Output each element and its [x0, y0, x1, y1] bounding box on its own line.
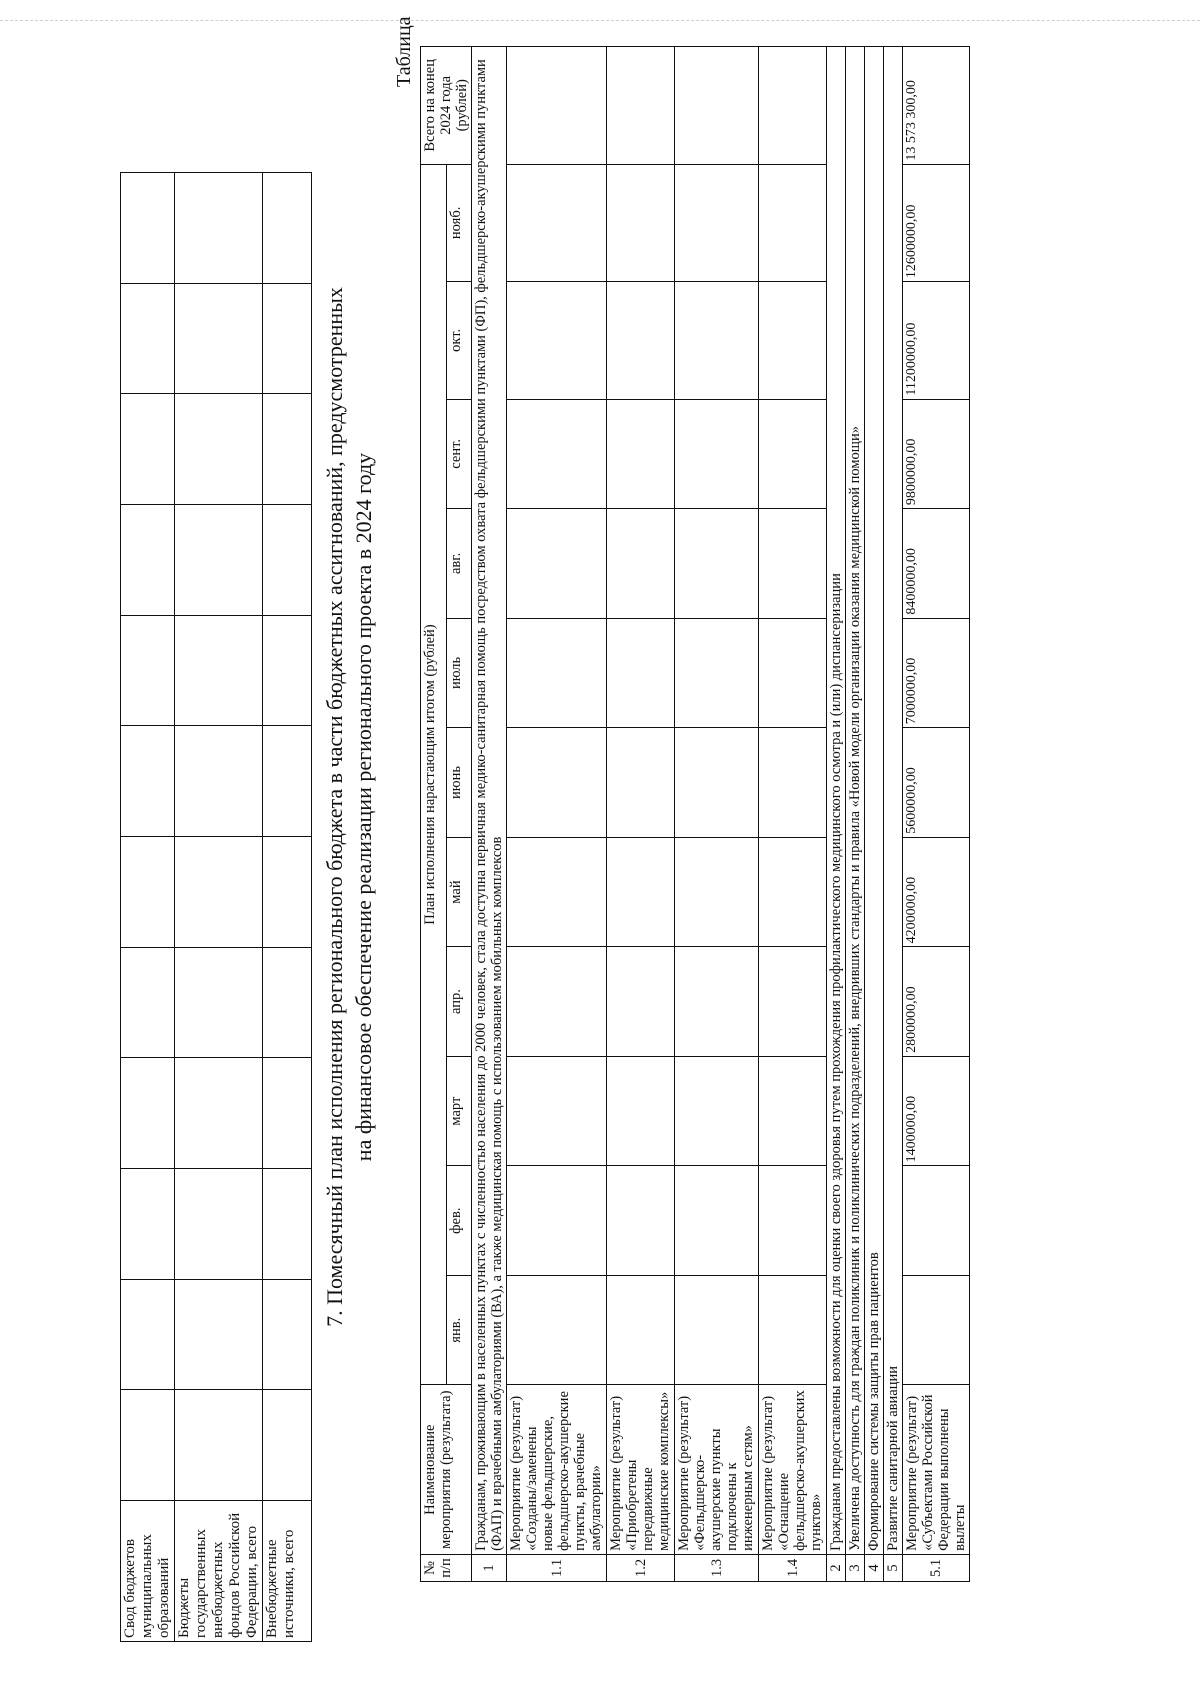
month-value: [903, 1275, 970, 1385]
month-value: 11200000,00: [903, 282, 970, 399]
month-value: 2800000,00: [903, 947, 970, 1057]
row-number: 5: [884, 1554, 903, 1581]
month-header: фев.: [446, 1166, 472, 1276]
row-text: Формирование системы защиты прав пациентов: [865, 47, 884, 1555]
row-number: 5.1: [903, 1554, 970, 1581]
table-row: [865, 47, 884, 1582]
month-header: апр.: [446, 947, 472, 1057]
month-value: 1400000,00: [903, 1056, 970, 1166]
month-header: сент.: [446, 399, 472, 509]
row-text: Гражданам предоставлены возможности для оценки своего здоровья путем прохождения профилактического медицинского осмотра и (или) диспансеризации: [827, 47, 846, 1555]
row-number: 1.1: [507, 1554, 607, 1581]
row-text: Мероприятие (результат) «Оснащение фельдшерско-акушерских пунктов»: [759, 1385, 827, 1554]
month-header: авг.: [446, 509, 472, 619]
table-caption: Таблица: [393, 16, 415, 87]
month-value: 9800000,00: [903, 399, 970, 509]
heading-line-1: 7. Помесячный план исполнения регионального бюджета в части бюджетных ассигнований, предусмотренных: [322, 287, 347, 1327]
row-label: Бюджеты государственных внебюджетных фондов Российской Федерации, всего: [175, 1501, 263, 1642]
row-text: Гражданам, проживающим в населенных пунктах с численностью населения до 2000 человек, стала доступна первичная медико-санитарная помощь посредством охвата фельдшерскими пунктами (ФП), фельдшерско-акушерскими пунктами (ФАП) и врачебными амбулаториями (ВА), а также медицинская помощь с использованием мобильных комплексов: [472, 47, 507, 1555]
row-number: 1: [472, 1554, 507, 1581]
month-header: июнь: [446, 728, 472, 838]
month-header: янв.: [446, 1275, 472, 1385]
section-heading: [320, 257, 378, 1357]
row-number: 1.3: [675, 1554, 759, 1581]
table-row: [903, 47, 970, 1582]
month-value: 7000000,00: [903, 618, 970, 728]
col-header-no: № п/п: [421, 1554, 472, 1581]
row-number: 4: [865, 1554, 884, 1581]
col-header-name: Наименование мероприятия (результата): [421, 1385, 472, 1554]
table-row: [759, 47, 827, 1582]
table-row: [472, 47, 507, 1582]
total-value: 13 573 300,00: [903, 47, 970, 165]
row-text: Увеличена доступность для граждан поликлиник и поликлинических подразделений, внедривших стандарты и правила «Новой модели организации оказания медицинской помощи»: [846, 47, 865, 1555]
table-row: [884, 47, 903, 1582]
table-row: [675, 47, 759, 1582]
row-number: 1.2: [607, 1554, 675, 1581]
month-header: окт.: [446, 282, 472, 399]
table-row: [121, 173, 175, 1642]
table-row: [607, 47, 675, 1582]
col-header-plan: План исполнения нарастающим итогом (рублей): [421, 164, 447, 1385]
month-header: май: [446, 837, 472, 947]
heading-line-2: на финансовое обеспечение реализации регионального проекта в 2024 году: [351, 452, 376, 1162]
row-text: Мероприятие (результат) «Приобретены передвижные медицинские комплексы»: [607, 1385, 675, 1554]
row-number: 3: [846, 1554, 865, 1581]
month-value: 12600000,00: [903, 164, 970, 282]
month-header: июль: [446, 618, 472, 728]
row-text: Мероприятие (результат) «Фельдшерско-акушерские пункты подключены к инженерным сетям»: [675, 1385, 759, 1554]
table-row: [263, 173, 312, 1642]
month-header: март: [446, 1056, 472, 1166]
table-row: [827, 47, 846, 1582]
monthly-plan-table: [420, 46, 970, 1582]
month-header: нояб.: [446, 164, 472, 282]
row-text: Мероприятие (результат) «Субъектами Российской Федерации выполнены вылеты: [903, 1385, 970, 1554]
month-value: 5600000,00: [903, 728, 970, 838]
row-number: 2: [827, 1554, 846, 1581]
month-value: [903, 1166, 970, 1276]
row-label: Свод бюджетов муниципальных образований: [121, 1501, 175, 1642]
row-text: Развитие санитарной авиации: [884, 47, 903, 1555]
budget-sources-table: [120, 172, 312, 1642]
table-row: [846, 47, 865, 1582]
row-text: Мероприятие (результат) «Созданы/заменены новые фельдшерские, фельдшерско-акушерские пункты, врачебные амбулатории»: [507, 1385, 607, 1554]
table-row: [175, 173, 263, 1642]
month-value: 8400000,00: [903, 509, 970, 619]
month-value: 4200000,00: [903, 837, 970, 947]
header-row: [421, 47, 447, 1582]
col-header-total: Всего на конец 2024 года (рублей): [421, 47, 472, 165]
row-label: Внебюджетные источники, всего: [263, 1501, 312, 1642]
table-row: [507, 47, 607, 1582]
row-number: 1.4: [759, 1554, 827, 1581]
month-header-row: [446, 47, 472, 1582]
